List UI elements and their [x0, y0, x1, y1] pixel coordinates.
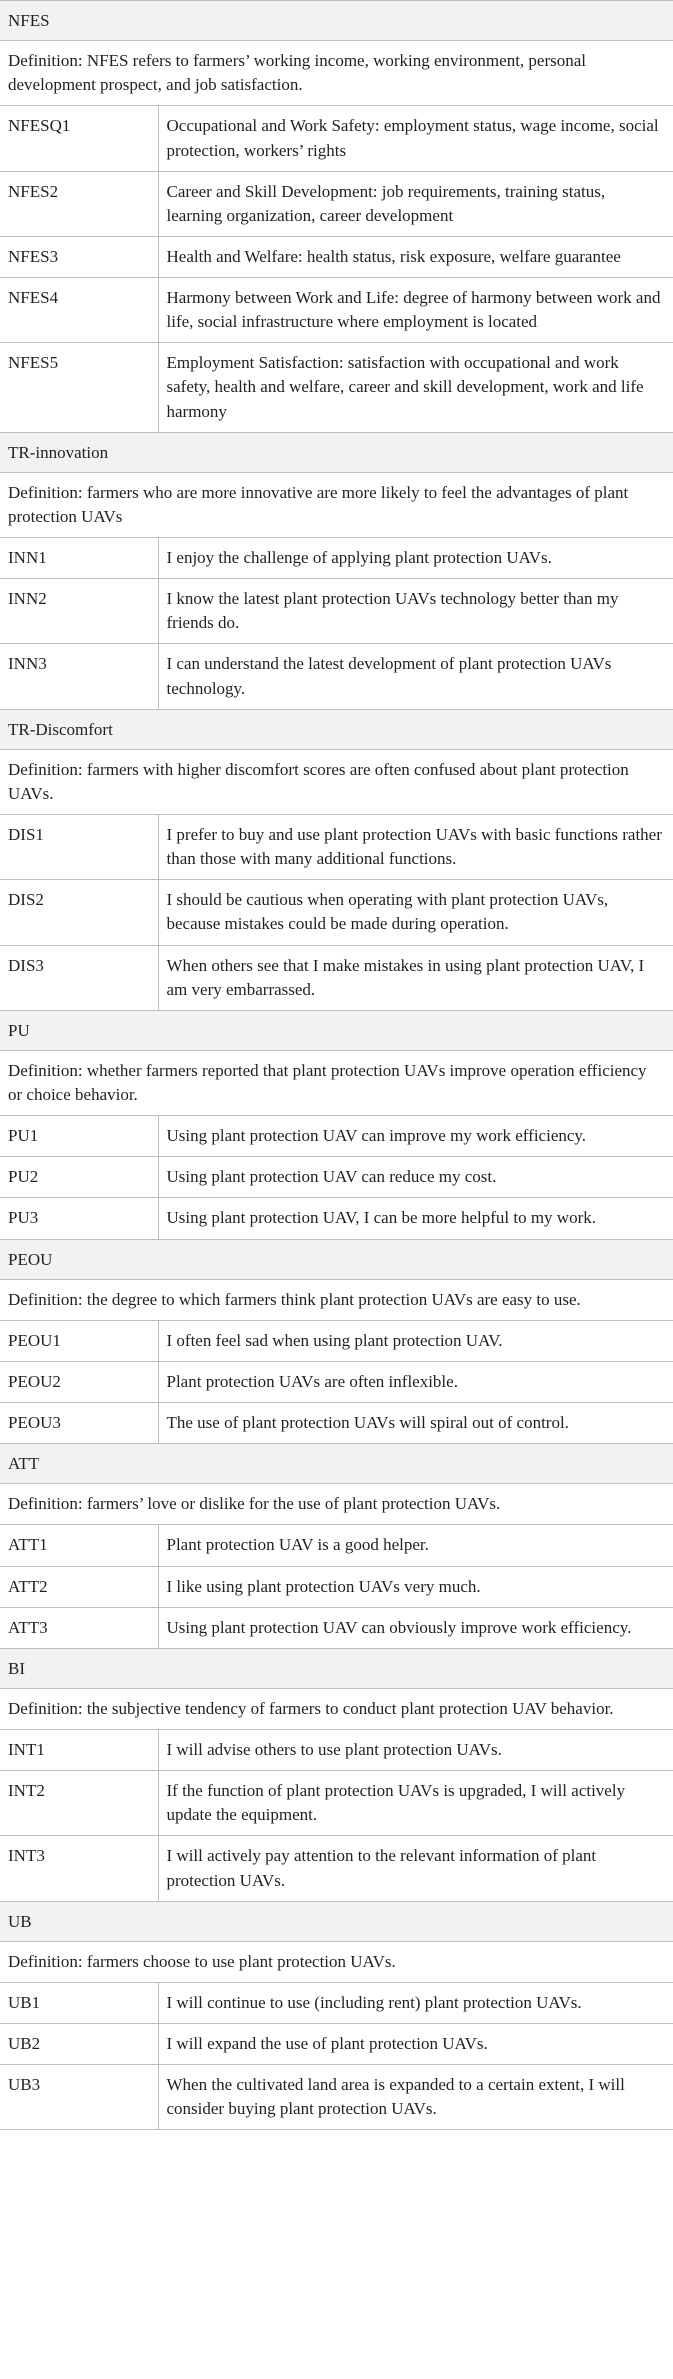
section-definition: Definition: farmers’ love or dislike for the use of plant protection UAVs.: [0, 1484, 673, 1525]
section-definition-row: [0, 1688, 673, 1729]
item-text: I will continue to use (including rent) plant protection UAVs.: [158, 1982, 673, 2023]
table-row: [0, 1566, 673, 1607]
item-code: DIS2: [0, 880, 158, 945]
item-text: When others see that I make mistakes in using plant protection UAV, I am very embarrassed.: [158, 945, 673, 1010]
item-code: DIS3: [0, 945, 158, 1010]
item-code: ATT3: [0, 1607, 158, 1648]
table-row: [0, 945, 673, 1010]
item-code: PEOU3: [0, 1403, 158, 1444]
table-row: [0, 815, 673, 880]
table-row: [0, 1157, 673, 1198]
section-definition: Definition: farmers who are more innovative are more likely to feel the advantages of plant protection UAVs: [0, 472, 673, 537]
table-row: [0, 1403, 673, 1444]
item-text: I often feel sad when using plant protection UAV.: [158, 1320, 673, 1361]
section-definition: Definition: the subjective tendency of farmers to conduct plant protection UAV behavior.: [0, 1688, 673, 1729]
section-header-row: [0, 1, 673, 41]
table-row: [0, 1198, 673, 1239]
section-title: PEOU: [0, 1239, 673, 1279]
table-row: [0, 644, 673, 709]
item-text: I know the latest plant protection UAVs technology better than my friends do.: [158, 579, 673, 644]
section-definition-row: [0, 1279, 673, 1320]
item-code: PU2: [0, 1157, 158, 1198]
table-row: [0, 2024, 673, 2065]
section-title: BI: [0, 1648, 673, 1688]
section-header-row: [0, 1010, 673, 1050]
item-text: Health and Welfare: health status, risk exposure, welfare guarantee: [158, 236, 673, 277]
item-text: Using plant protection UAV, I can be more helpful to my work.: [158, 1198, 673, 1239]
section-title: NFES: [0, 1, 673, 41]
table-row: [0, 538, 673, 579]
item-text: If the function of plant protection UAVs is upgraded, I will actively update the equipment.: [158, 1771, 673, 1836]
table-row: [0, 579, 673, 644]
item-text: When the cultivated land area is expanded to a certain extent, I will consider buying plant protection UAVs.: [158, 2065, 673, 2130]
item-code: NFES4: [0, 278, 158, 343]
table-row: [0, 343, 673, 432]
table-row: [0, 2065, 673, 2130]
section-header-row: [0, 1444, 673, 1484]
section-title: PU: [0, 1010, 673, 1050]
section-definition: Definition: whether farmers reported that plant protection UAVs improve operation efficiency or choice behavior.: [0, 1050, 673, 1115]
item-code: INT3: [0, 1836, 158, 1901]
item-code: INT1: [0, 1730, 158, 1771]
section-header-row: [0, 709, 673, 749]
section-definition: Definition: the degree to which farmers think plant protection UAVs are easy to use.: [0, 1279, 673, 1320]
item-text: I prefer to buy and use plant protection UAVs with basic functions rather than those with many additional functions.: [158, 815, 673, 880]
section-title: ATT: [0, 1444, 673, 1484]
section-title: TR-innovation: [0, 432, 673, 472]
item-code: INT2: [0, 1771, 158, 1836]
item-text: Plant protection UAVs are often inflexible.: [158, 1361, 673, 1402]
item-code: ATT1: [0, 1525, 158, 1566]
table-row: [0, 1361, 673, 1402]
table-row: [0, 1730, 673, 1771]
section-definition-row: [0, 1941, 673, 1982]
table-row: [0, 171, 673, 236]
table-row: [0, 1771, 673, 1836]
item-text: I can understand the latest development of plant protection UAVs technology.: [158, 644, 673, 709]
item-text: I enjoy the challenge of applying plant protection UAVs.: [158, 538, 673, 579]
item-code: UB1: [0, 1982, 158, 2023]
item-code: INN3: [0, 644, 158, 709]
item-code: INN1: [0, 538, 158, 579]
item-code: PEOU1: [0, 1320, 158, 1361]
item-code: PU1: [0, 1116, 158, 1157]
table-row: [0, 106, 673, 171]
section-definition-row: [0, 1050, 673, 1115]
table-row: [0, 278, 673, 343]
section-definition-row: [0, 472, 673, 537]
table-row: [0, 1320, 673, 1361]
item-text: Employment Satisfaction: satisfaction with occupational and work safety, health and welfare, career and skill development, work and life harmony: [158, 343, 673, 432]
section-definition: Definition: farmers choose to use plant protection UAVs.: [0, 1941, 673, 1982]
item-code: NFES2: [0, 171, 158, 236]
section-title: TR-Discomfort: [0, 709, 673, 749]
item-code: INN2: [0, 579, 158, 644]
item-text: I like using plant protection UAVs very much.: [158, 1566, 673, 1607]
item-text: I will actively pay attention to the relevant information of plant protection UAVs.: [158, 1836, 673, 1901]
table-row: [0, 1836, 673, 1901]
item-text: I will expand the use of plant protection UAVs.: [158, 2024, 673, 2065]
item-code: NFES3: [0, 236, 158, 277]
item-text: Harmony between Work and Life: degree of harmony between work and life, social infrastructure where employment is located: [158, 278, 673, 343]
section-definition-row: [0, 749, 673, 814]
table-row: [0, 1116, 673, 1157]
item-code: NFES5: [0, 343, 158, 432]
item-code: ATT2: [0, 1566, 158, 1607]
table-body: [0, 1, 673, 2130]
table-row: [0, 880, 673, 945]
section-definition: Definition: NFES refers to farmers’ working income, working environment, personal development prospect, and job satisfaction.: [0, 41, 673, 106]
section-title: UB: [0, 1901, 673, 1941]
table-row: [0, 1525, 673, 1566]
item-text: Using plant protection UAV can obviously improve work efficiency.: [158, 1607, 673, 1648]
table-row: [0, 1607, 673, 1648]
item-text: Career and Skill Development: job requirements, training status, learning organization, career development: [158, 171, 673, 236]
item-code: PU3: [0, 1198, 158, 1239]
section-header-row: [0, 1239, 673, 1279]
section-definition-row: [0, 41, 673, 106]
table-row: [0, 236, 673, 277]
section-header-row: [0, 1901, 673, 1941]
section-header-row: [0, 432, 673, 472]
item-code: NFESQ1: [0, 106, 158, 171]
item-code: UB2: [0, 2024, 158, 2065]
item-code: UB3: [0, 2065, 158, 2130]
item-text: The use of plant protection UAVs will spiral out of control.: [158, 1403, 673, 1444]
item-text: Using plant protection UAV can reduce my cost.: [158, 1157, 673, 1198]
item-code: DIS1: [0, 815, 158, 880]
item-code: PEOU2: [0, 1361, 158, 1402]
section-header-row: [0, 1648, 673, 1688]
item-text: Using plant protection UAV can improve my work efficiency.: [158, 1116, 673, 1157]
section-definition-row: [0, 1484, 673, 1525]
item-text: Plant protection UAV is a good helper.: [158, 1525, 673, 1566]
section-definition: Definition: farmers with higher discomfort scores are often confused about plant protection UAVs.: [0, 749, 673, 814]
item-text: I will advise others to use plant protection UAVs.: [158, 1730, 673, 1771]
item-text: Occupational and Work Safety: employment status, wage income, social protection, workers’ rights: [158, 106, 673, 171]
table-row: [0, 1982, 673, 2023]
item-text: I should be cautious when operating with plant protection UAVs, because mistakes could be made during operation.: [158, 880, 673, 945]
